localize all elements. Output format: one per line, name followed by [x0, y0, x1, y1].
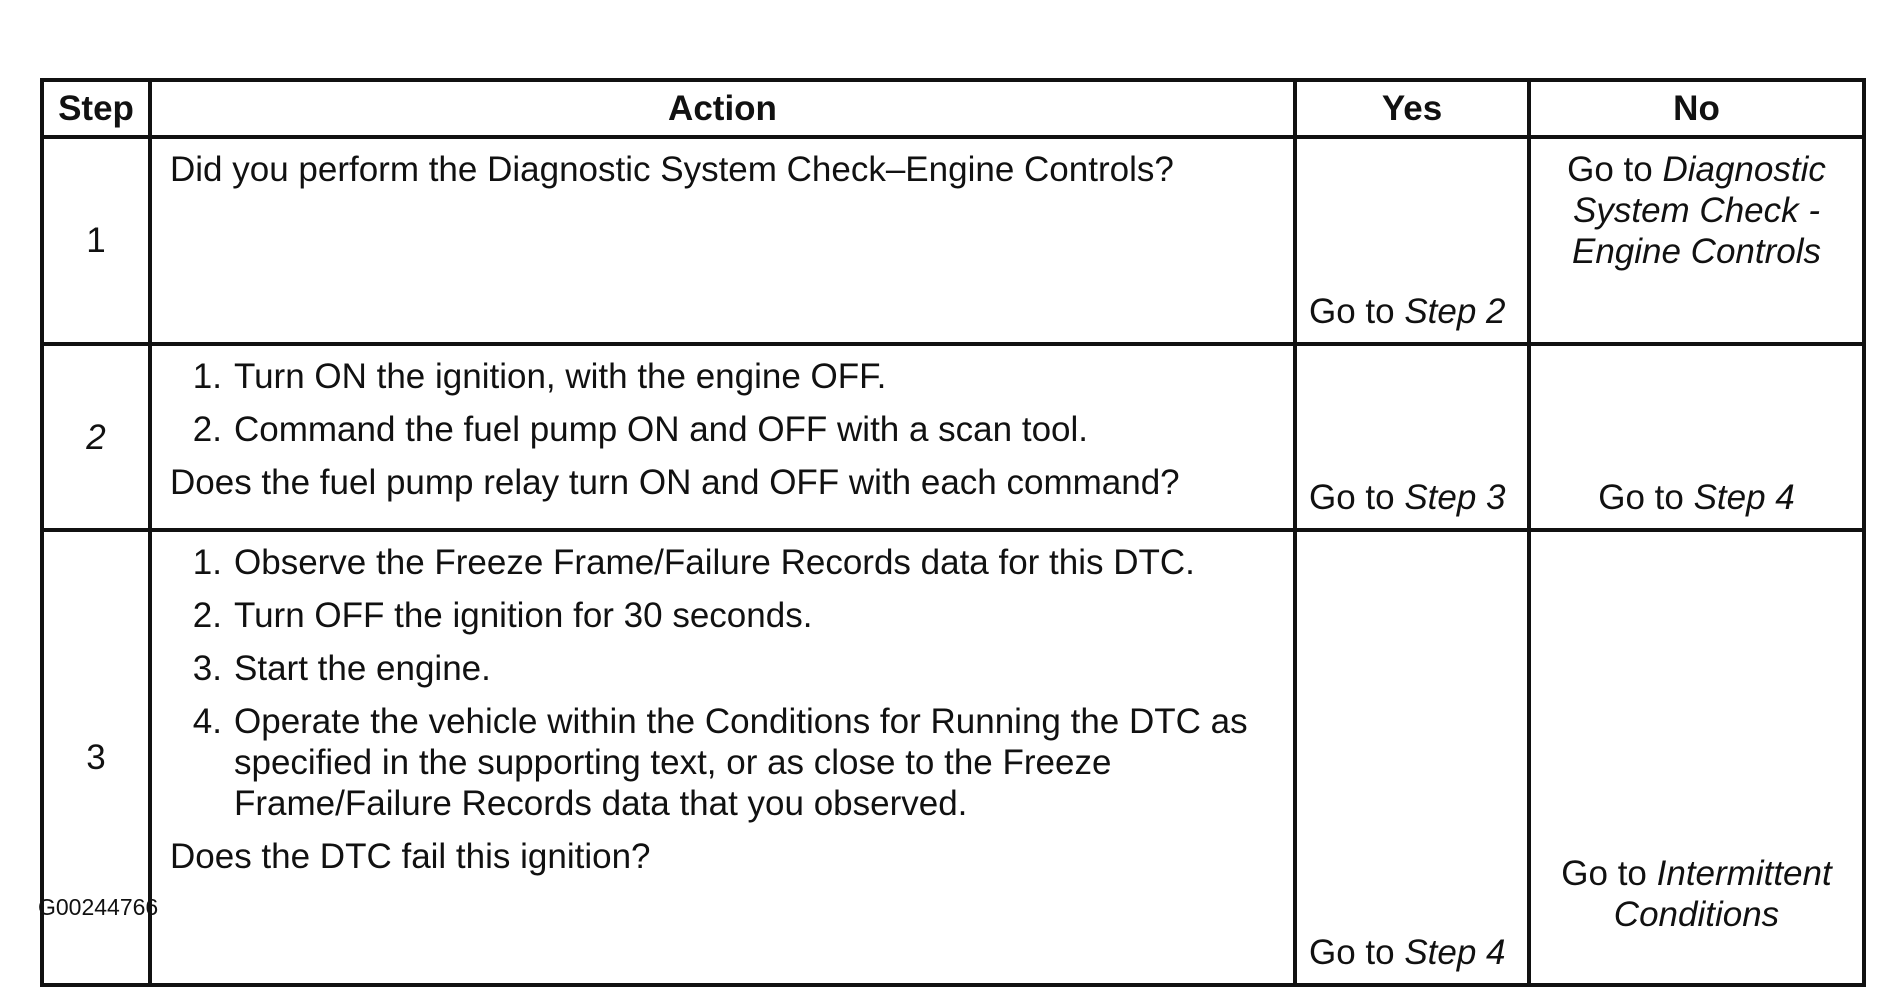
no-cell	[1529, 137, 1864, 344]
list-item	[170, 356, 1281, 397]
list-item	[170, 409, 1281, 450]
no-prefix: Go to	[1598, 478, 1694, 517]
list-item-text: Command the fuel pump ON and OFF with a scan tool.	[234, 410, 1088, 449]
table-row	[42, 137, 1864, 344]
list-item-text: Turn OFF the ignition for 30 seconds.	[234, 596, 813, 635]
list-item-number: 1.	[192, 543, 222, 582]
list-item-number: 3.	[192, 649, 222, 688]
step-number: 1	[42, 137, 150, 344]
list-item	[170, 595, 1281, 636]
diagnostic-table	[40, 78, 1866, 987]
table-row	[42, 344, 1864, 530]
yes-target-link[interactable]: Step 3	[1404, 478, 1506, 517]
action-step-list	[170, 542, 1281, 824]
list-item-text: Start the engine.	[234, 649, 491, 688]
header-step: Step	[42, 80, 150, 137]
no-target-link[interactable]: Step 4	[1693, 478, 1795, 517]
list-item	[170, 648, 1281, 689]
figure-id-label: G00244766	[38, 894, 159, 920]
yes-cell	[1295, 137, 1529, 344]
yes-target-link[interactable]: Step 2	[1404, 292, 1506, 331]
list-item-number: 2.	[192, 410, 222, 449]
action-step-list	[170, 356, 1281, 450]
list-item-number: 2.	[192, 596, 222, 635]
yes-prefix: Go to	[1309, 478, 1405, 517]
no-prefix: Go to	[1567, 150, 1663, 189]
no-cell	[1529, 530, 1864, 985]
action-cell	[150, 344, 1295, 530]
no-target-link[interactable]: Intermittent Conditions	[1613, 854, 1832, 934]
list-item	[170, 542, 1281, 583]
list-item-text: Operate the vehicle within the Conditions for Running the DTC as specified in the supporting text, or as close to the Freeze Frame/Failure Records data that you observed.	[234, 702, 1248, 823]
no-prefix: Go to	[1561, 854, 1657, 893]
list-item	[170, 701, 1281, 824]
yes-cell	[1295, 344, 1529, 530]
no-cell	[1529, 344, 1864, 530]
action-question: Does the DTC fail this ignition?	[170, 837, 651, 876]
step-number: 3	[42, 530, 150, 985]
step-number: 2	[42, 344, 150, 530]
header-yes: Yes	[1295, 80, 1529, 137]
list-item-text: Turn ON the ignition, with the engine OFF.	[234, 357, 887, 396]
header-no: No	[1529, 80, 1864, 137]
list-item-number: 1.	[192, 357, 222, 396]
action-cell	[150, 137, 1295, 344]
action-question: Did you perform the Diagnostic System Check–Engine Controls?	[170, 150, 1174, 189]
header-row	[42, 80, 1864, 137]
table-row	[42, 530, 1864, 985]
no-target-link[interactable]: Diagnostic System Check - Engine Controls	[1571, 150, 1826, 271]
header-action: Action	[150, 80, 1295, 137]
action-cell	[150, 530, 1295, 985]
list-item-number: 4.	[192, 702, 222, 741]
yes-cell	[1295, 530, 1529, 985]
yes-prefix: Go to	[1309, 933, 1405, 972]
yes-prefix: Go to	[1309, 292, 1405, 331]
action-question: Does the fuel pump relay turn ON and OFF with each command?	[170, 463, 1180, 502]
list-item-text: Observe the Freeze Frame/Failure Records data for this DTC.	[234, 543, 1195, 582]
yes-target-link[interactable]: Step 4	[1404, 933, 1506, 972]
